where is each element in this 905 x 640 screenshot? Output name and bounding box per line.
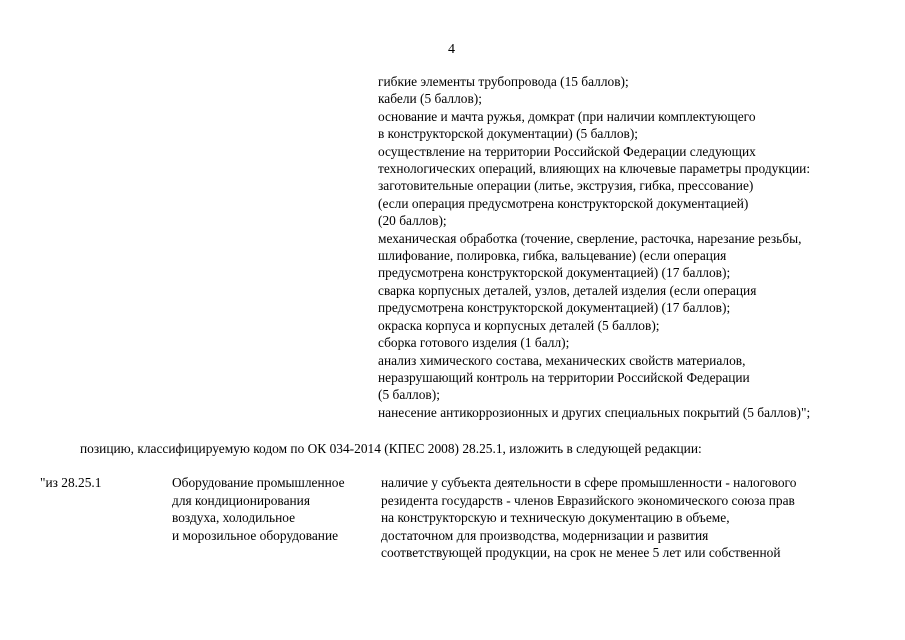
criteria-line: нанесение антикоррозионных и других специальных покрытий (5 баллов)"; bbox=[378, 404, 811, 420]
product-name-cell bbox=[172, 474, 345, 544]
criteria-line: (если операция предусмотрена конструкторской документацией) bbox=[378, 195, 749, 211]
criteria-line: сборка готового изделия (1 балл); bbox=[378, 335, 570, 351]
product-name-line: для кондиционирования bbox=[172, 492, 310, 508]
criteria-line: предусмотрена конструкторской документацией) (17 баллов); bbox=[378, 300, 731, 316]
criteria-line: осуществление на территории Российской Федерации следующих bbox=[378, 143, 756, 159]
criteria-line: механическая обработка (точение, сверление, расточка, нарезание резьбы, bbox=[378, 230, 802, 246]
criteria-line: сварка корпусных деталей, узлов, деталей изделия (если операция bbox=[378, 282, 757, 298]
requirement-line: наличие у субъекта деятельности в сфере промышленности - налогового bbox=[381, 475, 797, 490]
criteria-line: (5 баллов); bbox=[378, 387, 440, 403]
criteria-line: гибкие элементы трубопровода (15 баллов); bbox=[378, 74, 629, 89]
requirements-cell bbox=[381, 474, 796, 562]
criteria-text-block bbox=[378, 73, 898, 421]
classification-code: "из 28.25.1 bbox=[40, 475, 102, 490]
criteria-line: в конструкторской документации) (5 баллов); bbox=[378, 126, 639, 142]
criteria-line: основание и мачта ружья, домкрат (при наличии комплектующего bbox=[378, 108, 756, 124]
requirement-line: на конструкторскую и техническую документацию в объеме, bbox=[381, 510, 730, 525]
requirement-line: резидента государств - членов Евразийского экономического союза прав bbox=[381, 492, 795, 508]
criteria-line: кабели (5 баллов); bbox=[378, 91, 482, 107]
criteria-line: (20 баллов); bbox=[378, 213, 447, 229]
page-number: 4 bbox=[448, 42, 455, 57]
criteria-line: шлифование, полировка, гибка, вальцевание) (если операция bbox=[378, 248, 727, 264]
criteria-line: окраска корпуса и корпусных деталей (5 баллов); bbox=[378, 317, 660, 333]
criteria-line: неразрушающий контроль на территории Российской Федерации bbox=[378, 369, 750, 385]
requirement-line: достаточном для производства, модернизации и развития bbox=[381, 527, 709, 543]
criteria-line: технологических операций, влияющих на ключевые параметры продукции: bbox=[378, 161, 811, 177]
criteria-line: предусмотрена конструкторской документацией) (17 баллов); bbox=[378, 265, 731, 281]
criteria-line: анализ химического состава, механических свойств материалов, bbox=[378, 352, 746, 368]
product-name-line: Оборудование промышленное bbox=[172, 475, 345, 490]
product-name-line: и морозильное оборудование bbox=[172, 527, 339, 543]
instruction-paragraph: позицию, классифицируемую кодом по ОК 034-2014 (КПЕС 2008) 28.25.1, изложить в следующей редакции: bbox=[80, 441, 702, 456]
product-name-line: воздуха, холодильное bbox=[172, 510, 296, 525]
criteria-line: заготовительные операции (литье, экструзия, гибка, прессование) bbox=[378, 178, 754, 194]
requirement-line: соответствующей продукции, на срок не менее 5 лет или собственной bbox=[381, 545, 781, 560]
